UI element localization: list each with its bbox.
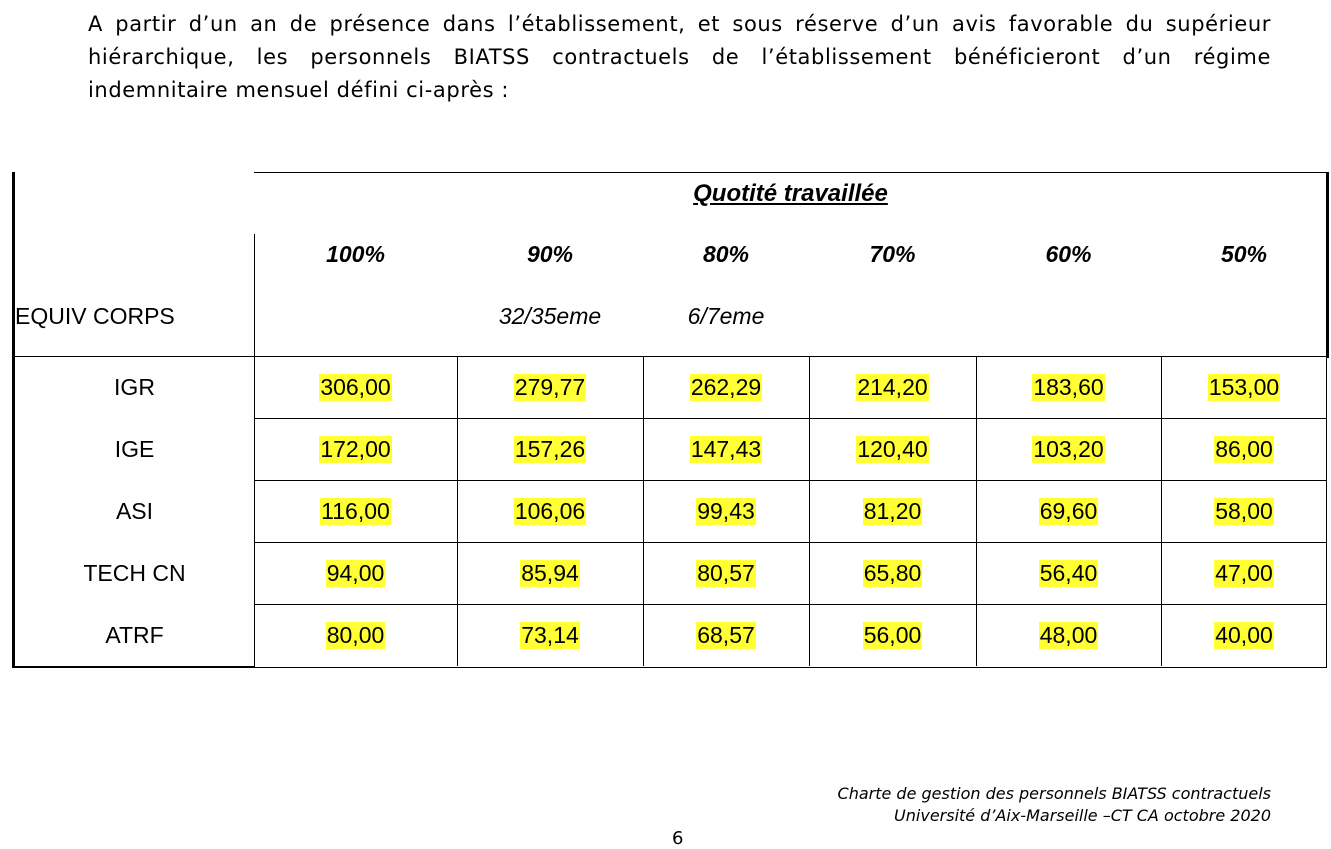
- page-number: 6: [672, 828, 684, 849]
- highlighted-amount: 157,26: [514, 435, 586, 462]
- table-cell-value: [254, 356, 457, 418]
- corps-label: ASI: [115, 497, 154, 524]
- table-cell-value: [643, 604, 809, 666]
- column-header-sublabel: 32/35eme: [498, 302, 602, 329]
- table-cell-value: [457, 356, 643, 418]
- highlighted-amount: 106,06: [514, 497, 586, 524]
- corps-label: IGR: [114, 373, 155, 400]
- footer-line-1: Charte de gestion des personnels BIATSS contractuels: [837, 784, 1271, 803]
- table-cell-value: [1161, 418, 1327, 480]
- table-cell-value: [457, 604, 643, 666]
- table-cell-value: [1161, 542, 1327, 604]
- column-header-percent: 50%: [1220, 240, 1268, 267]
- table-cell-value: [809, 418, 976, 480]
- table-border-top: [254, 172, 1329, 173]
- table-cell-value: [457, 542, 643, 604]
- table-cell-value: [643, 356, 809, 418]
- table-cell-value: [976, 356, 1161, 418]
- intro-paragraph: A partir d’un an de présence dans l’établissement, et sous réserve d’un avis favorable du supérieur hiérarchique, les personnels BIATSS contractuels de l’établissement bénéficieront d’un régime indemnitaire mensuel défini ci-après :: [88, 12, 1271, 102]
- highlighted-amount: 56,00: [863, 621, 922, 648]
- table-cell-value: [1161, 604, 1327, 666]
- highlighted-amount: 183,60: [1033, 373, 1104, 400]
- column-header-sublabel: [1161, 296, 1327, 336]
- table-cell-value: [254, 604, 457, 666]
- table-cell-value: [254, 480, 457, 542]
- column-header-sublabel: 6/7eme: [687, 302, 765, 329]
- table-bottom-line: [254, 667, 1327, 668]
- highlighted-amount: 58,00: [1215, 497, 1273, 524]
- table-cell-value: [457, 418, 643, 480]
- column-header-percent: 80%: [702, 240, 750, 267]
- highlighted-amount: 279,77: [514, 373, 586, 400]
- highlighted-amount: 85,94: [521, 559, 579, 586]
- highlighted-amount: 147,43: [690, 435, 762, 462]
- highlighted-amount: 68,57: [697, 621, 755, 648]
- highlighted-amount: 81,20: [863, 497, 922, 524]
- highlighted-amount: 153,00: [1208, 373, 1280, 400]
- highlighted-amount: 47,00: [1215, 559, 1273, 586]
- highlighted-amount: 80,00: [326, 621, 385, 648]
- column-header-sublabel: [254, 296, 457, 336]
- corps-label: IGE: [114, 435, 155, 462]
- table-cell-value: [457, 480, 643, 542]
- table-cell-value: [976, 418, 1161, 480]
- highlighted-amount: 48,00: [1039, 621, 1098, 648]
- highlighted-amount: 80,57: [697, 559, 755, 586]
- highlighted-amount: 214,20: [857, 373, 928, 400]
- highlighted-amount: 306,00: [320, 373, 391, 400]
- corps-label: TECH CN: [83, 559, 186, 586]
- table-title: Quotité travaillée: [693, 180, 888, 207]
- column-header-sublabel: [976, 296, 1161, 336]
- highlighted-amount: 103,20: [1033, 435, 1104, 462]
- highlighted-amount: 69,60: [1039, 497, 1098, 524]
- page-footer: [838, 783, 1271, 827]
- highlighted-amount: 65,80: [863, 559, 922, 586]
- column-header-percent: 60%: [1045, 240, 1092, 267]
- highlighted-amount: 56,40: [1039, 559, 1098, 586]
- column-header-percent: 100%: [326, 240, 385, 267]
- table-cell-value: [643, 542, 809, 604]
- column-header-percent: 70%: [869, 240, 916, 267]
- allowance-table: [12, 172, 1329, 668]
- table-cell-value: [254, 542, 457, 604]
- highlighted-amount: 86,00: [1215, 435, 1273, 462]
- table-cell-value: [809, 604, 976, 666]
- table-cell-value: [643, 418, 809, 480]
- highlighted-amount: 73,14: [521, 621, 579, 648]
- column-header-sublabel: [809, 296, 976, 336]
- table-cell-value: [809, 542, 976, 604]
- highlighted-amount: 40,00: [1215, 621, 1273, 648]
- row-header-label: EQUIV CORPS: [15, 302, 175, 329]
- table-cell-value: [643, 480, 809, 542]
- table-cell-value: [976, 542, 1161, 604]
- table-cell-value: [1161, 356, 1327, 418]
- highlighted-amount: 120,40: [857, 435, 928, 462]
- table-cell-value: [809, 480, 976, 542]
- table-cell-value: [1161, 480, 1327, 542]
- footer-line-2: Université d’Aix-Marseille –CT CA octobre 2020: [894, 806, 1271, 825]
- table-cell-value: [809, 356, 976, 418]
- highlighted-amount: 262,29: [690, 373, 762, 400]
- table-cell-value: [976, 604, 1161, 666]
- table-cell-value: [976, 480, 1161, 542]
- highlighted-amount: 172,00: [320, 435, 391, 462]
- table-cell-value: [254, 418, 457, 480]
- highlighted-amount: 99,43: [697, 497, 755, 524]
- highlighted-amount: 116,00: [321, 497, 390, 524]
- highlighted-amount: 94,00: [326, 559, 385, 586]
- table-bottom-line-left: [12, 666, 255, 668]
- column-header-percent: 90%: [526, 240, 574, 267]
- corps-label: ATRF: [105, 621, 164, 648]
